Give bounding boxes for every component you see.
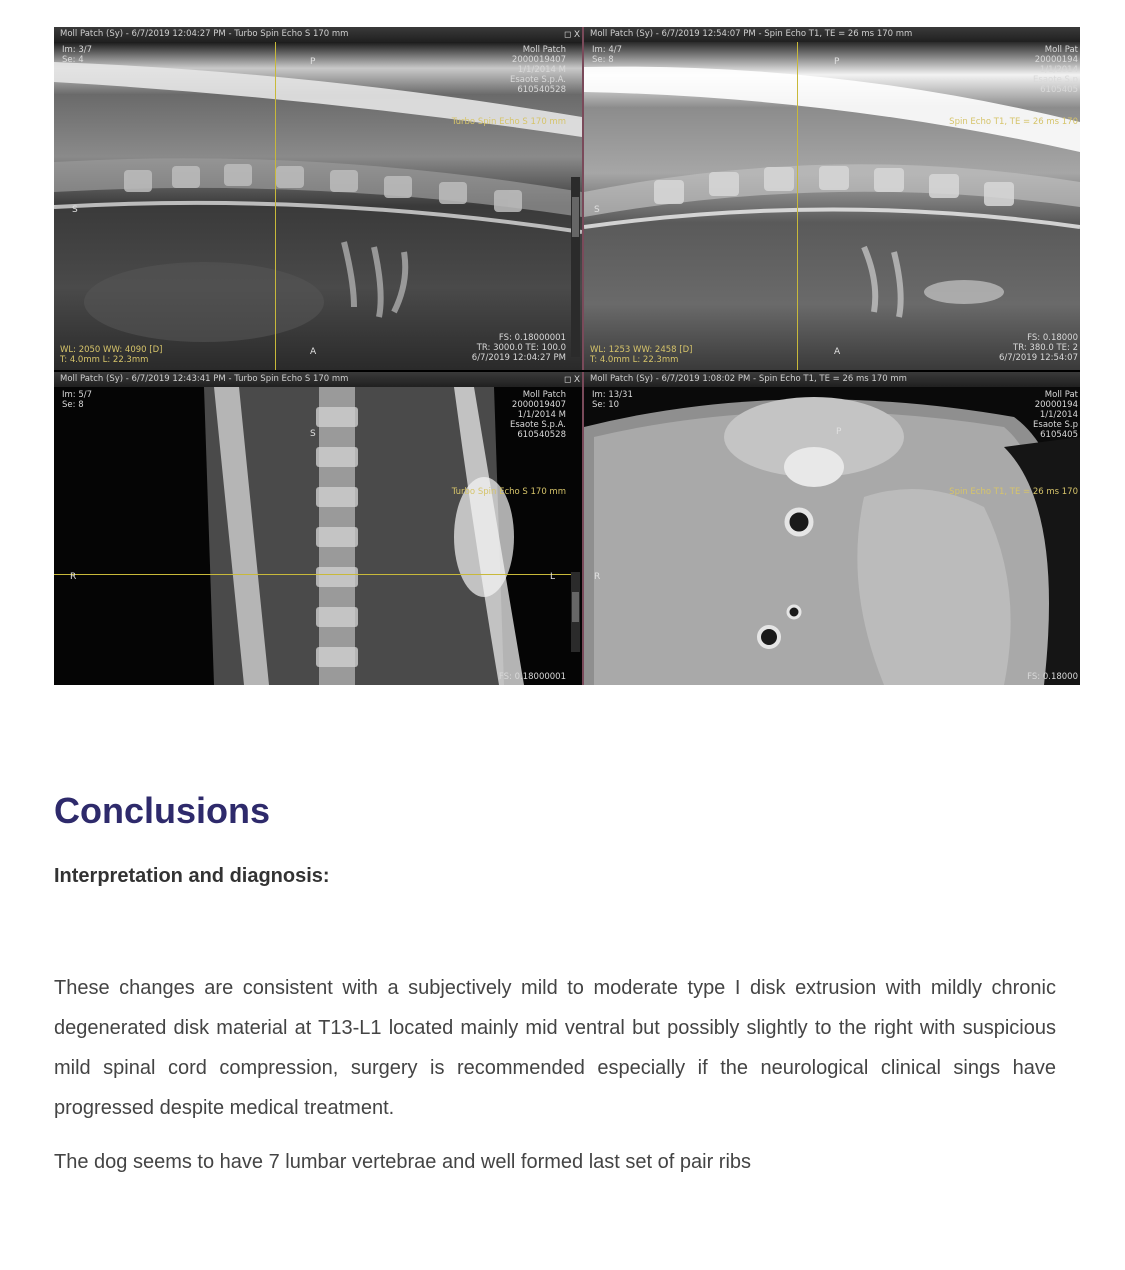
image-series-info: Im: 5/7 Se: 8	[62, 390, 93, 410]
patient-info: Moll Patch 2000019407 1/1/2014 M Esaote S.p.A. 610540528	[509, 45, 566, 95]
sequence-label: Turbo Spin Echo S 170 mm	[451, 487, 566, 497]
pane-title: Moll Patch (Sy) - 6/7/2019 12:43:41 PM - Turbo Spin Echo S 170 mm	[54, 372, 582, 387]
image-series-info: Im: 4/7 Se: 8	[592, 45, 623, 65]
orientation-bottom: A	[834, 347, 841, 357]
pane-title: Moll Patch (Sy) - 6/7/2019 12:54:07 PM - Spin Echo T1, TE = 26 ms 170 mm	[584, 27, 1080, 42]
crosshair-vertical[interactable]	[275, 42, 276, 370]
note-paragraph: The dog seems to have 7 lumbar vertebrae and well formed last set of pair ribs	[54, 1151, 752, 1173]
patient-info: Moll Patch 2000019407 1/1/2014 M Esaote S.p.A. 610540528	[509, 390, 566, 440]
section-heading: Conclusions	[54, 790, 271, 831]
slice-scrollbar[interactable]	[571, 177, 580, 357]
crosshair-vertical[interactable]	[797, 42, 798, 370]
mri-pane-dorsal-tse[interactable]	[54, 372, 584, 685]
orientation-right: L	[550, 572, 556, 582]
acquisition-info: FS: 0.18000001 TR: 3000.0 TE: 100.0 6/7/2019 12:04:27 PM	[471, 333, 566, 363]
window-level-info: WL: 2050 WW: 4090 [D] T: 4.0mm L: 22.3mm	[60, 345, 163, 365]
subheading: Interpretation and diagnosis:	[54, 865, 330, 887]
mri-image	[584, 42, 1080, 370]
patient-info: Moll Pat 20000194 1/1/2014 Esaote S.p 6105405	[1033, 390, 1078, 440]
orientation-left: R	[70, 572, 77, 582]
orientation-top: P	[310, 57, 316, 67]
pane-window-controls[interactable]: ◻ X	[564, 29, 580, 39]
mri-image	[54, 42, 582, 370]
image-series-info: Im: 3/7 Se: 4	[62, 45, 93, 65]
scrollbar-thumb[interactable]	[572, 197, 579, 237]
orientation-left: S	[72, 205, 78, 215]
scrollbar-thumb[interactable]	[572, 592, 579, 622]
mri-pane-sagittal-t1[interactable]	[584, 27, 1080, 370]
mri-image	[54, 387, 582, 685]
window-level-info: WL: 1253 WW: 2458 [D] T: 4.0mm L: 22.3mm	[590, 345, 693, 365]
orientation-bottom: A	[310, 347, 317, 357]
orientation-left: R	[594, 572, 601, 582]
pane-window-controls[interactable]: ◻ X	[564, 374, 580, 384]
crosshair-horizontal[interactable]	[54, 574, 572, 575]
mri-viewer	[54, 27, 1080, 685]
acquisition-info: FS: 0.18000001	[498, 672, 566, 682]
sequence-label: Spin Echo T1, TE = 26 ms 170	[949, 487, 1078, 497]
image-series-info: Im: 13/31 Se: 10	[592, 390, 633, 410]
diagnosis-paragraph: These changes are consistent with a subjectively mild to moderate type I disk extrusion with mildly chronic degenerated disk material at T13-L1 located mainly mid ventral but possibly slightly to the right with suspicious mild spinal cord compression, surgery is recommended especially if the neurological clinical sings have progressed despite medical treatment.	[54, 977, 1056, 1119]
slice-scrollbar[interactable]	[571, 572, 580, 652]
sequence-label: Turbo Spin Echo S 170 mm	[451, 117, 566, 127]
mri-image	[584, 387, 1080, 685]
acquisition-info: FS: 0.18000	[1027, 672, 1078, 682]
orientation-top: P	[836, 427, 842, 437]
mri-pane-sagittal-tse[interactable]	[54, 27, 584, 370]
patient-info: Moll Pat 20000194 1/1/2014 Esaote S.p 6105405	[1033, 45, 1078, 95]
acquisition-info: FS: 0.18000 TR: 380.0 TE: 2 6/7/2019 12:54:07	[998, 333, 1078, 363]
mri-pane-transverse-t1[interactable]	[584, 372, 1080, 685]
sequence-label: Spin Echo T1, TE = 26 ms 170	[949, 117, 1078, 127]
pane-title: Moll Patch (Sy) - 6/7/2019 1:08:02 PM - Spin Echo T1, TE = 26 ms 170 mm	[584, 372, 1080, 387]
orientation-top: P	[834, 57, 840, 67]
orientation-top: S	[310, 429, 316, 439]
pane-title: Moll Patch (Sy) - 6/7/2019 12:04:27 PM - Turbo Spin Echo S 170 mm	[54, 27, 582, 42]
orientation-left: S	[594, 205, 600, 215]
